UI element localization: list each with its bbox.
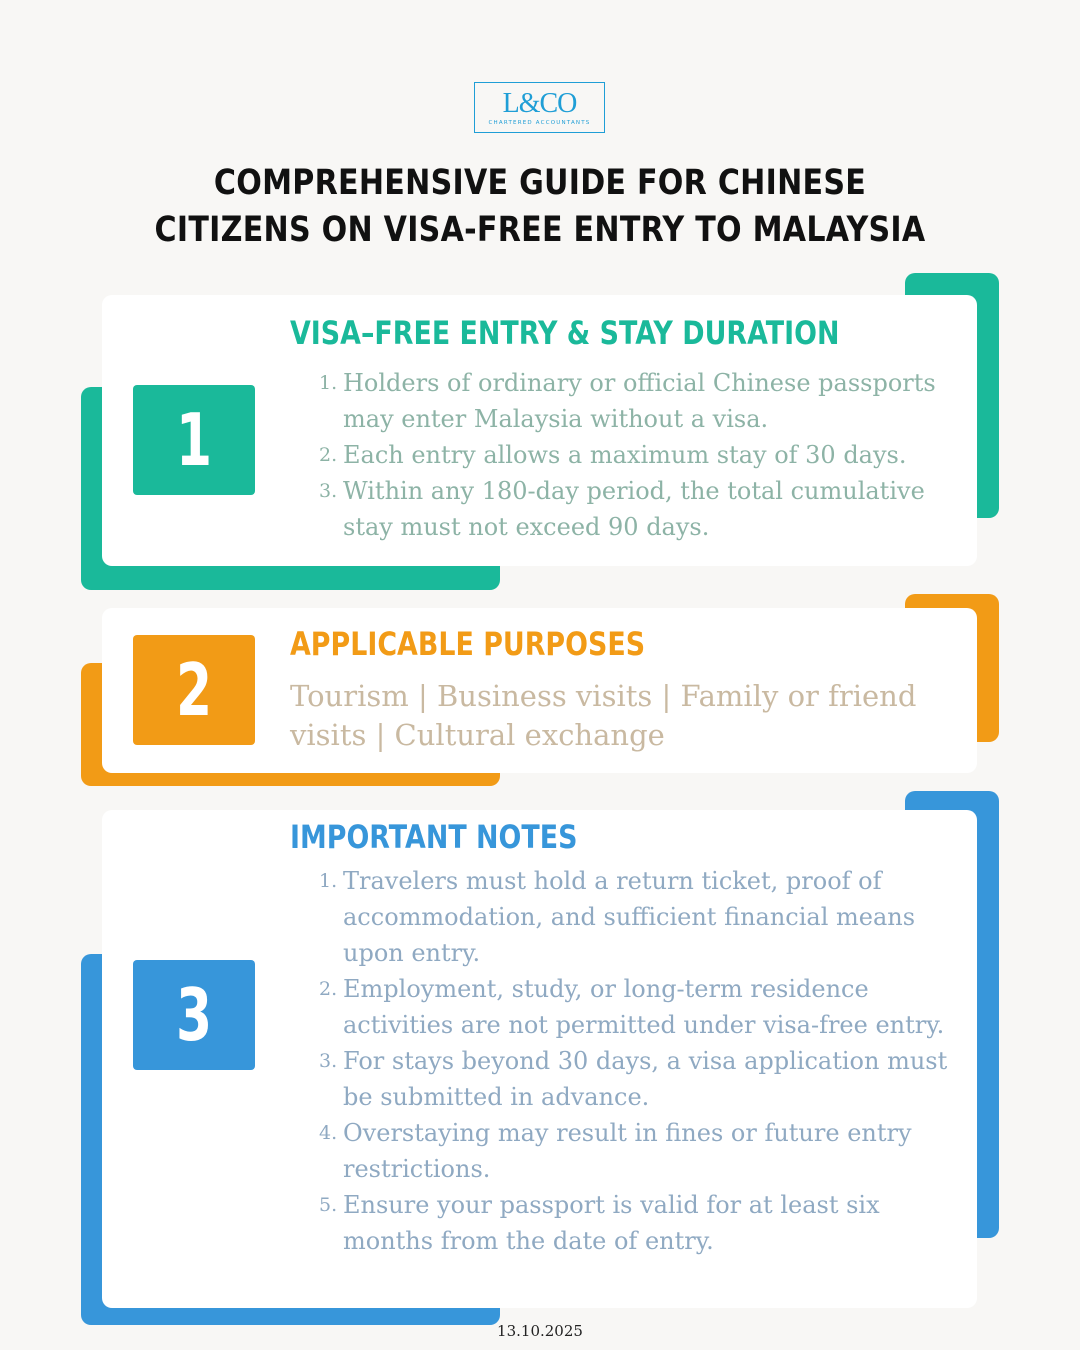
page-title-line-1: COMPREHENSIVE GUIDE FOR CHINESE bbox=[213, 163, 867, 203]
section-1-heading: VISA–FREE ENTRY & STAY DURATION bbox=[290, 314, 840, 352]
section-2-number: 2 bbox=[175, 648, 213, 732]
section-2-number-badge bbox=[133, 635, 255, 745]
logo-subtitle: CHARTERED ACCOUNTANTS bbox=[488, 120, 591, 126]
list-item: 3. Within any 180-day period, the total cumulative stay must not exceed 90 days. bbox=[319, 477, 925, 541]
page-title bbox=[76, 160, 1005, 254]
section-1-list bbox=[312, 365, 972, 545]
logo-mark: L&CO bbox=[502, 88, 577, 119]
list-item: 1. Travelers must hold a return ticket, proof of accommodation, and sufficient financial means upon entry. bbox=[319, 867, 916, 967]
section-1-number-badge bbox=[133, 385, 255, 495]
page-title-line-2: CITIZENS ON VISA-FREE ENTRY TO MALAYSIA bbox=[154, 210, 926, 250]
list-item: 5. Ensure your passport is valid for at least six months from the date of entry. bbox=[319, 1191, 880, 1255]
list-item: 2. Employment, study, or long-term residence activities are not permitted under visa-free entry. bbox=[319, 975, 945, 1039]
section-3-list bbox=[312, 863, 977, 1259]
section-1-number: 1 bbox=[175, 398, 213, 482]
publish-date: 13.10.2025 bbox=[497, 1322, 583, 1340]
section-3-number-badge bbox=[133, 960, 255, 1070]
section-3-number: 3 bbox=[175, 973, 213, 1057]
section-2-purposes-text: Tourism | Business visits | Family or friend visits | Cultural exchange bbox=[290, 679, 917, 752]
list-item: 2. Each entry allows a maximum stay of 30 days. bbox=[319, 441, 907, 469]
list-item: 3. For stays beyond 30 days, a visa application must be submitted in advance. bbox=[319, 1047, 948, 1111]
section-3-heading: IMPORTANT NOTES bbox=[290, 818, 578, 856]
list-item: 1. Holders of ordinary or official Chinese passports may enter Malaysia without a visa. bbox=[319, 369, 936, 433]
list-item: 4. Overstaying may result in fines or future entry restrictions. bbox=[319, 1119, 912, 1183]
company-logo bbox=[474, 82, 605, 133]
section-2-heading: APPLICABLE PURPOSES bbox=[290, 625, 646, 663]
